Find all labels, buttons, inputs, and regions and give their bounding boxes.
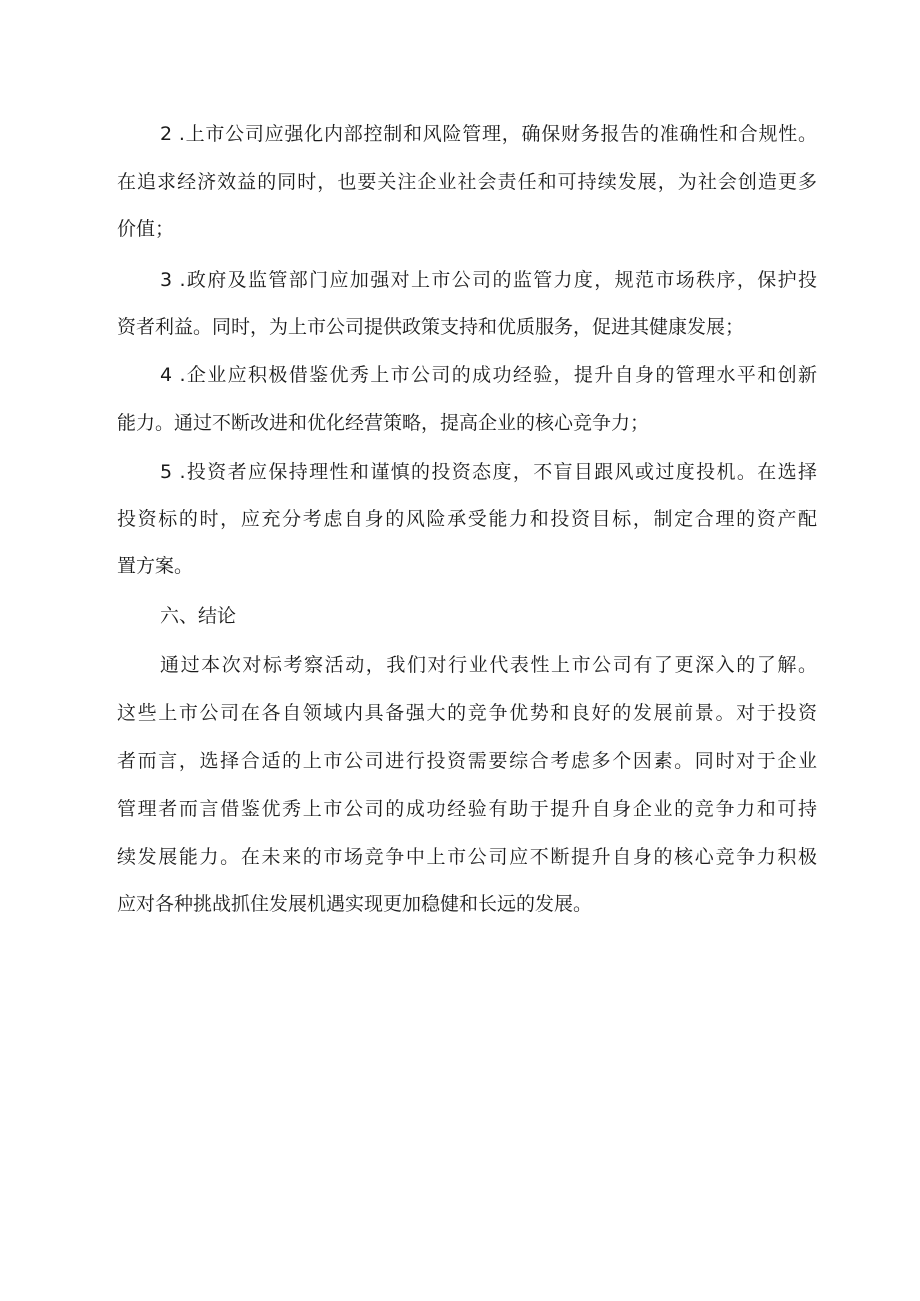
- paragraph-3-line-1: 3 .政府及监管部门应加强对上市公司的监管力度，规范市场秩序，保护投: [160, 269, 817, 291]
- paragraph-5-line-2: 投资标的时，应充分考虑自身的风险承受能力和投资目标，制定合理的资产配: [117, 508, 817, 530]
- paragraph-2-line-3: 价值；: [117, 218, 175, 240]
- paragraph-4-line-2: 能力。通过不断改进和优化经营策略，提高企业的核心竞争力；: [117, 412, 650, 434]
- conclusion-line-1: 通过本次对标考察活动，我们对行业代表性上市公司有了更深入的了解。: [160, 654, 817, 676]
- paragraph-2-line-2: 在追求经济效益的同时，也要关注企业社会责任和可持续发展，为社会创造更多: [117, 171, 817, 193]
- paragraph-3-line-2: 资者利益。同时，为上市公司提供政策支持和优质服务，促进其健康发展；: [117, 316, 745, 338]
- paragraph-4-line-1: 4 .企业应积极借鉴优秀上市公司的成功经验，提升自身的管理水平和创新: [160, 364, 817, 386]
- conclusion-line-6: 应对各种挑战抓住发展机遇实现更加稳健和长远的发展。: [117, 893, 593, 915]
- conclusion-line-5: 续发展能力。在未来的市场竞争中上市公司应不断提升自身的核心竞争力积极: [117, 846, 817, 868]
- paragraph-5-line-3: 置方案。: [117, 555, 194, 577]
- paragraph-2-line-1: 2 .上市公司应强化内部控制和风险管理，确保财务报告的准确性和合规性。: [160, 123, 817, 145]
- conclusion-line-3: 者而言，选择合适的上市公司进行投资需要综合考虑多个因素。同时对于企业: [117, 750, 817, 772]
- section-heading-conclusion: 六、结论: [160, 605, 237, 627]
- paragraph-5-line-1: 5 .投资者应保持理性和谨慎的投资态度，不盲目跟风或过度投机。在选择: [160, 461, 817, 483]
- conclusion-line-4: 管理者而言借鉴优秀上市公司的成功经验有助于提升自身企业的竞争力和可持: [117, 798, 817, 820]
- conclusion-line-2: 这些上市公司在各自领域内具备强大的竞争优势和良好的发展前景。对于投资: [117, 702, 817, 724]
